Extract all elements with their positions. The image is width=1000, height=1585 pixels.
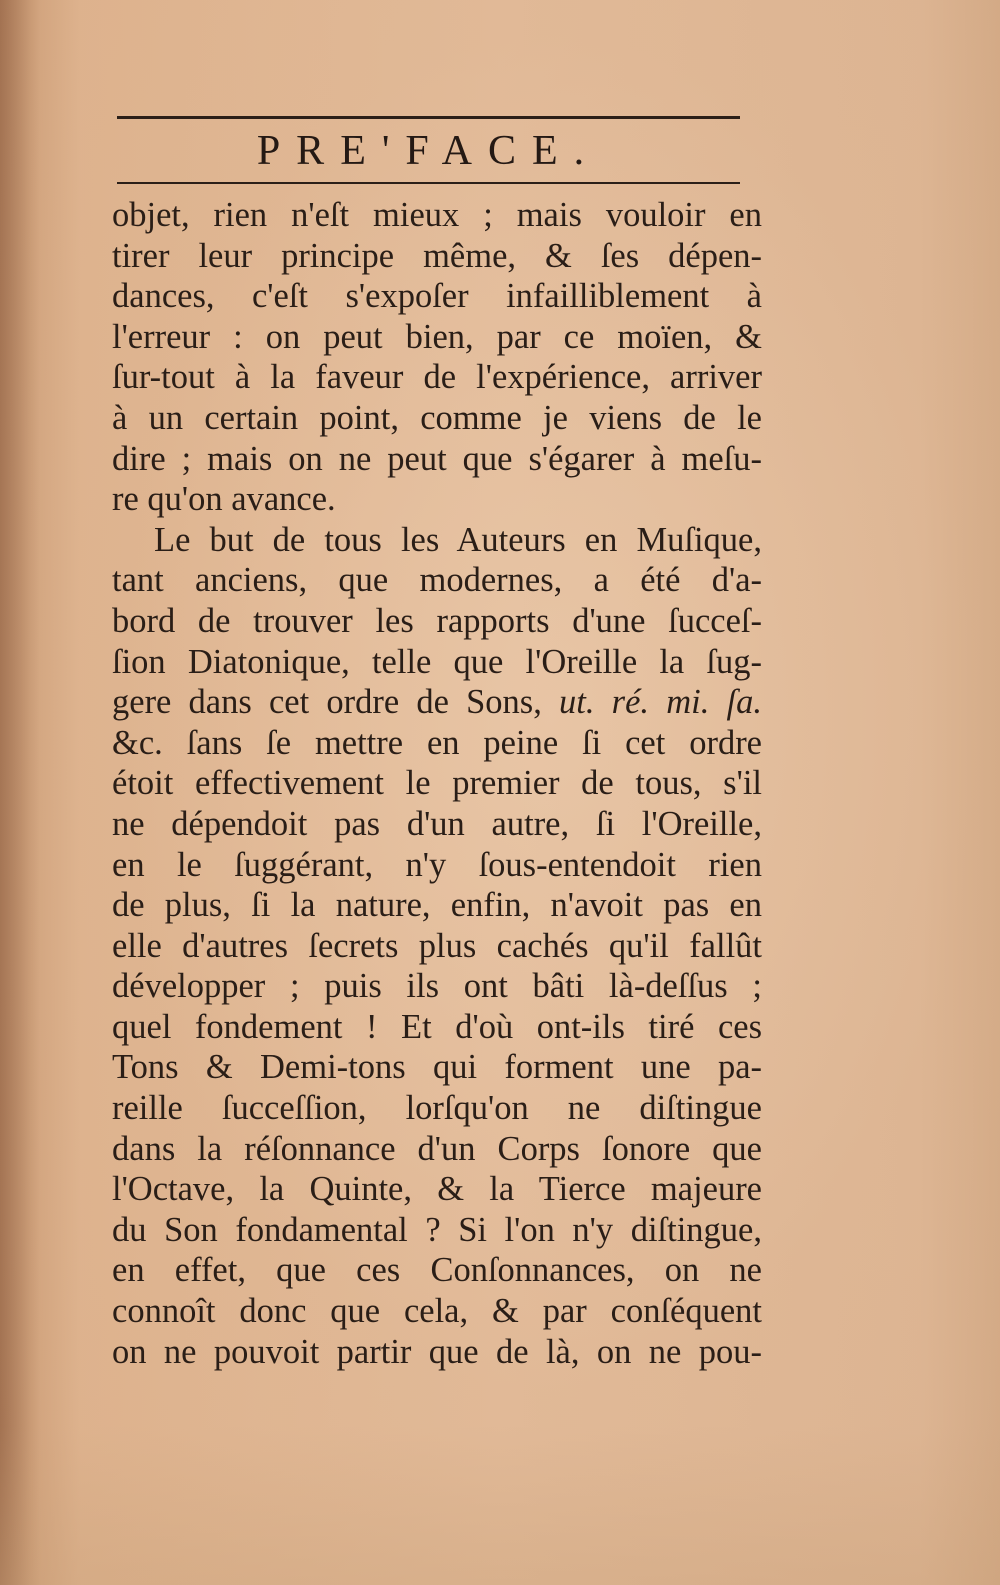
text-line: dans la réſonnance d'un Corps ſonore que	[112, 1129, 762, 1168]
text-line: ſur-tout à la faveur de l'expérience, arriver	[112, 358, 762, 397]
text-line: dire ; mais on ne peut que s'égarer à meſu-	[112, 439, 762, 478]
text-line: re qu'on avance.	[112, 480, 336, 519]
text-line: ſion Diatonique, telle que l'Oreille la ſug-	[112, 642, 762, 681]
text-line: en effet, que ces Conſonnances, on ne	[112, 1251, 762, 1290]
text-fragment: gere dans cet ordre de Sons,	[112, 683, 542, 722]
text-line: tirer leur principe même, & ſes dépen-	[112, 236, 762, 275]
text-line: dances, c'eſt s'expoſer infailliblement à	[112, 277, 762, 316]
text-line: reille ſucceſſion, lorſqu'on ne diſtingue	[112, 1089, 762, 1128]
text-line: connoît donc que cela, & par conſéquent	[112, 1292, 762, 1331]
text-line: étoit effectivement le premier de tous, s'il	[112, 764, 762, 803]
header-top-rule	[117, 116, 740, 119]
text-line: l'Octave, la Quinte, & la Tierce majeure	[112, 1170, 762, 1209]
solfege-notes: ut. ré. mi. ſa.	[559, 683, 762, 722]
text-line: quel fondement ! Et d'où ont-ils tiré ces	[112, 1007, 762, 1046]
paragraph-start-line: Le but de tous les Auteurs en Muſique,	[154, 520, 762, 559]
text-line: objet, rien n'eſt mieux ; mais vouloir en	[112, 196, 762, 234]
body-text	[112, 195, 762, 1372]
text-line-with-solfege	[112, 682, 762, 723]
page-header-title: PRE'FACE.	[256, 128, 601, 174]
text-line: tant anciens, que modernes, a été d'a-	[112, 561, 762, 600]
text-line: de plus, ſi la nature, enfin, n'avoit pas en	[112, 886, 762, 925]
text-line: bord de trouver les rapports d'une ſucceſ-	[112, 601, 762, 640]
text-line: elle d'autres ſecrets plus cachés qu'il fallût	[112, 926, 762, 965]
header-bottom-rule	[117, 182, 740, 184]
text-line: à un certain point, comme je viens de le	[112, 398, 762, 437]
text-line: du Son fondamental ? Si l'on n'y diſtingue,	[112, 1210, 762, 1249]
text-line: en le ſuggérant, n'y ſous-entendoit rien	[112, 845, 762, 884]
text-line: ne dépendoit pas d'un autre, ſi l'Oreille,	[112, 804, 762, 843]
text-line: développer ; puis ils ont bâti là-deſſus ;	[112, 967, 762, 1006]
text-line: l'erreur : on peut bien, par ce moïen, &	[112, 317, 762, 356]
text-line: on ne pouvoit partir que de là, on ne pou-	[112, 1332, 762, 1371]
text-line: Tons & Demi-tons qui forment une pa-	[112, 1048, 762, 1087]
text-line: &c. ſans ſe mettre en peine ſi cet ordre	[112, 723, 762, 762]
